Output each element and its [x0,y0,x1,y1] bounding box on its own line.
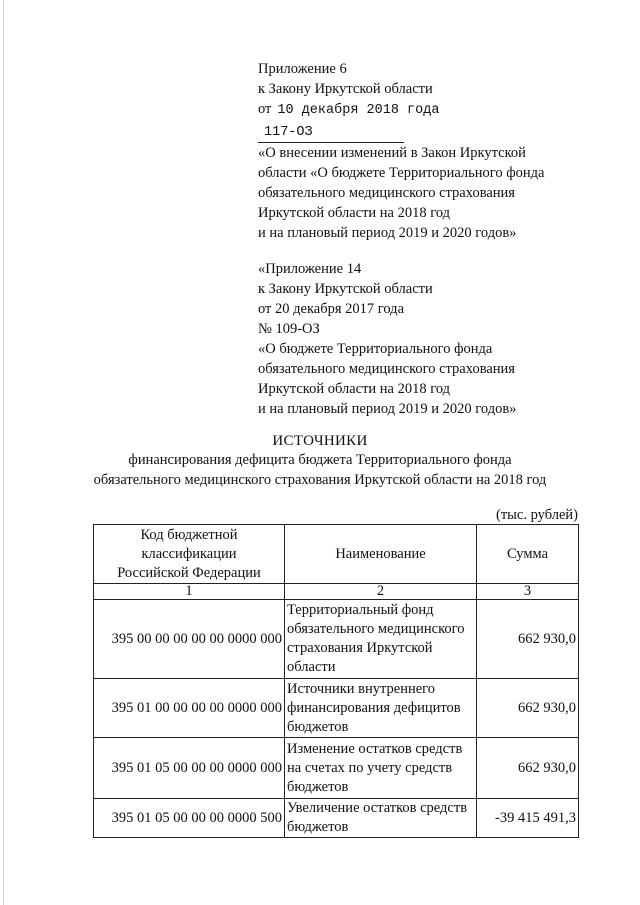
header-name: Наименование [285,525,477,584]
row-name [285,738,477,799]
orig-line: «О бюджете Территориального фонда [258,341,493,357]
document-subtitle: обязательного медицинского страхования Иркутской области на 2018 год [93,472,547,488]
row-name [285,799,477,838]
units-label: (тыс. рублей) [496,507,578,523]
header-code [94,525,285,584]
orig-line: и на плановый период 2019 и 2020 годов» [258,401,517,417]
row-code: 395 01 05 00 00 00 0000 000 [94,738,285,799]
orig-line: Иркутской области на 2018 год [258,381,451,397]
row-name-line: страхования Иркутской [287,640,433,656]
amend-line: обязательного медицинского страхования [258,185,515,201]
row-name-line: бюджетов [287,778,349,795]
header-sum: Сумма [477,525,579,584]
table-row [94,738,579,799]
header-code-line: Российской Федерации [117,564,261,581]
column-number: 3 [477,584,579,600]
table-row [94,600,579,679]
row-sum: -39 415 491,3 [477,799,579,838]
table-header-row [94,525,579,584]
row-name-line: Увеличение остатков средств [287,800,468,816]
row-name-line: области [287,659,336,675]
table-row [94,679,579,738]
row-code: 395 00 00 00 00 00 0000 000 [94,600,285,679]
row-name-line: Источники внутреннего [287,680,436,697]
to-law-label: к Закону Иркутской области [258,81,433,97]
orig-line: № 109-ОЗ [258,321,320,337]
document-subtitle: финансирования дефицита бюджета Территориального фонда [128,452,512,468]
orig-line: от 20 декабря 2017 года [258,301,404,317]
column-number: 1 [94,584,285,600]
appendix-label: Приложение 6 [258,61,347,77]
law-number: 117-ОЗ [258,124,404,143]
row-name [285,679,477,738]
amend-line: Иркутской области на 2018 год [258,205,451,221]
column-number: 2 [285,584,477,600]
orig-line: обязательного медицинского страхования [258,361,515,377]
row-name-line: обязательного медицинского [287,621,465,637]
row-name-line: бюджетов [287,819,349,835]
table-row [94,799,579,838]
header-code-line: Код бюджетной [140,526,238,543]
row-sum: 662 930,0 [477,738,579,799]
law-date: 10 декабря 2018 года [277,103,440,118]
date-prefix: от [258,101,272,117]
row-name-line: на счетах по учету средств [287,759,453,776]
row-code: 395 01 05 00 00 00 0000 500 [94,799,285,838]
orig-line: к Закону Иркутской области [258,281,433,297]
row-sum: 662 930,0 [477,679,579,738]
amend-line: «О внесении изменений в Закон Иркутской [258,145,526,161]
row-name-line: финансирования дефицитов [287,699,461,716]
row-name-line: бюджетов [287,718,349,735]
row-code: 395 01 00 00 00 00 0000 000 [94,679,285,738]
document-title: ИСТОЧНИКИ [272,433,368,449]
sources-table [93,524,579,838]
appendix-header [258,59,618,419]
row-name-line: Территориальный фонд [287,602,434,618]
row-sum: 662 930,0 [477,600,579,679]
amend-line: и на плановый период 2019 и 2020 годов» [258,225,517,241]
row-name-line: Изменение остатков средств [287,740,463,757]
row-name [285,600,477,679]
orig-line: «Приложение 14 [258,261,362,277]
law-number-row [258,121,618,143]
law-date-row [258,99,618,121]
header-code-line: классификации [141,545,237,562]
amend-line: области «О бюджете Территориального фонда [258,165,545,181]
column-number-row [94,584,579,600]
